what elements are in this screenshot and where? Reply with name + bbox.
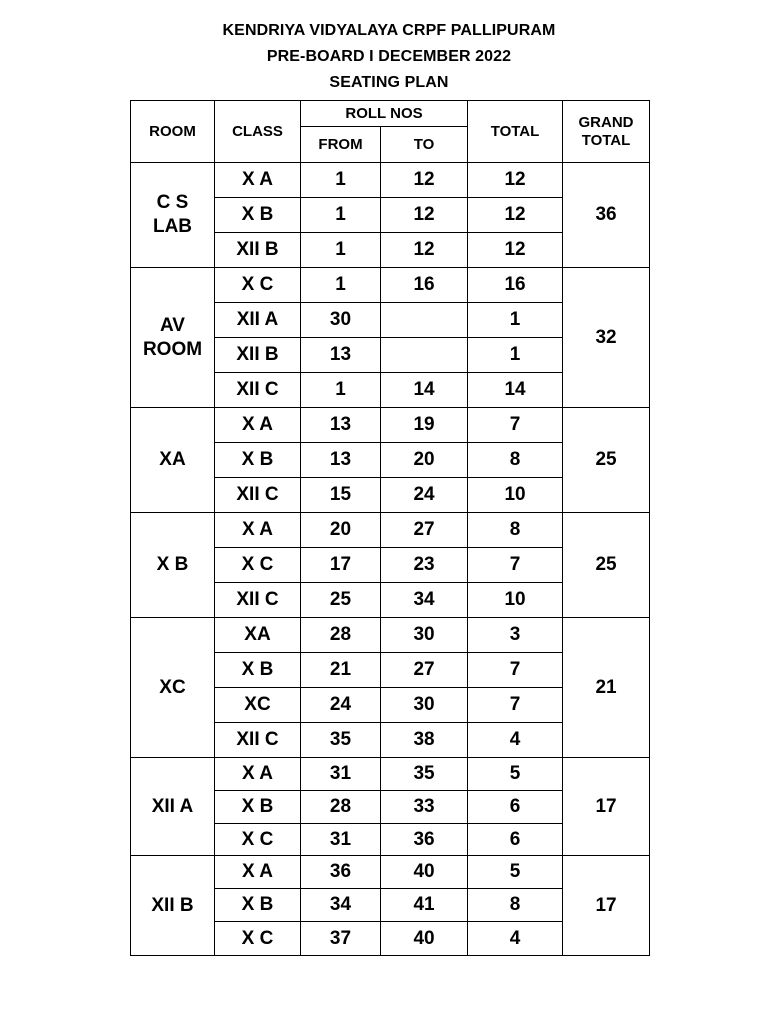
from-cell: 28 — [301, 791, 381, 824]
total-cell: 10 — [468, 583, 563, 618]
total-cell: 7 — [468, 548, 563, 583]
table-body — [131, 163, 650, 956]
to-cell: 35 — [381, 758, 468, 791]
from-cell: 13 — [301, 338, 381, 373]
grand-total-cell: 25 — [563, 513, 650, 618]
class-cell: XII C — [215, 478, 301, 513]
total-cell: 10 — [468, 478, 563, 513]
total-cell: 12 — [468, 233, 563, 268]
class-cell: X C — [215, 548, 301, 583]
class-cell: X A — [215, 856, 301, 889]
room-name-line: XII A — [151, 795, 194, 817]
grand-total-cell: 17 — [563, 758, 650, 856]
table-row — [131, 163, 650, 198]
room-cell — [131, 408, 215, 513]
from-cell: 35 — [301, 723, 381, 758]
total-cell: 6 — [468, 824, 563, 856]
total-cell: 5 — [468, 758, 563, 791]
from-cell: 13 — [301, 443, 381, 478]
total-cell: 12 — [468, 163, 563, 198]
col-header-grand-total — [563, 101, 650, 163]
class-cell: X C — [215, 922, 301, 956]
to-cell: 33 — [381, 791, 468, 824]
from-cell: 17 — [301, 548, 381, 583]
grand-total-cell: 21 — [563, 618, 650, 758]
class-cell: X A — [215, 163, 301, 198]
total-cell: 8 — [468, 513, 563, 548]
table-row — [131, 758, 650, 791]
from-cell: 37 — [301, 922, 381, 956]
col-header-roll-nos: ROLL NOS — [301, 101, 468, 127]
to-cell: 41 — [381, 889, 468, 922]
col-header-room: ROOM — [131, 101, 215, 163]
total-cell: 4 — [468, 922, 563, 956]
class-cell: XA — [215, 618, 301, 653]
class-cell: X B — [215, 791, 301, 824]
table-header — [131, 101, 650, 163]
table-row — [131, 856, 650, 889]
to-cell: 12 — [381, 233, 468, 268]
table-row — [131, 408, 650, 443]
class-cell: XII C — [215, 583, 301, 618]
total-cell: 1 — [468, 338, 563, 373]
total-cell: 7 — [468, 408, 563, 443]
to-cell: 24 — [381, 478, 468, 513]
to-cell: 36 — [381, 824, 468, 856]
room-name-line: AV — [160, 314, 185, 336]
from-cell: 25 — [301, 583, 381, 618]
to-cell — [381, 303, 468, 338]
total-cell: 8 — [468, 889, 563, 922]
from-cell: 15 — [301, 478, 381, 513]
total-cell: 7 — [468, 688, 563, 723]
total-cell: 12 — [468, 198, 563, 233]
room-cell — [131, 268, 215, 408]
class-cell: XII A — [215, 303, 301, 338]
grand-total-cell: 17 — [563, 856, 650, 956]
to-cell: 12 — [381, 163, 468, 198]
table-row — [131, 513, 650, 548]
class-cell: X C — [215, 824, 301, 856]
room-cell — [131, 758, 215, 856]
class-cell: X B — [215, 198, 301, 233]
to-cell — [381, 338, 468, 373]
class-cell: XII C — [215, 373, 301, 408]
from-cell: 30 — [301, 303, 381, 338]
grand-total-cell: 36 — [563, 163, 650, 268]
class-cell: XC — [215, 688, 301, 723]
room-name-line: X B — [156, 554, 189, 575]
total-cell: 5 — [468, 856, 563, 889]
from-cell: 13 — [301, 408, 381, 443]
room-cell — [131, 618, 215, 758]
to-cell: 19 — [381, 408, 468, 443]
to-cell: 27 — [381, 513, 468, 548]
from-cell: 1 — [301, 268, 381, 303]
to-cell: 38 — [381, 723, 468, 758]
total-cell: 6 — [468, 791, 563, 824]
to-cell: 30 — [381, 688, 468, 723]
class-cell: X B — [215, 653, 301, 688]
table-row — [131, 268, 650, 303]
exam-name: PRE-BOARD I DECEMBER 2022 — [266, 48, 512, 65]
room-name-line: C S — [156, 192, 189, 213]
to-cell: 14 — [381, 373, 468, 408]
class-cell: X B — [215, 889, 301, 922]
room-cell — [131, 163, 215, 268]
total-cell: 3 — [468, 618, 563, 653]
grand-total-cell: 32 — [563, 268, 650, 408]
total-cell: 8 — [468, 443, 563, 478]
total-cell: 16 — [468, 268, 563, 303]
seating-plan-table — [130, 100, 650, 956]
to-cell: 12 — [381, 198, 468, 233]
from-cell: 28 — [301, 618, 381, 653]
total-cell: 14 — [468, 373, 563, 408]
room-name-line: XII B — [151, 894, 194, 916]
col-header-from: FROM — [301, 127, 381, 163]
total-cell: 7 — [468, 653, 563, 688]
to-cell: 34 — [381, 583, 468, 618]
class-cell: X A — [215, 408, 301, 443]
document-title: SEATING PLAN — [329, 74, 449, 91]
class-cell: XII C — [215, 723, 301, 758]
table-row — [131, 618, 650, 653]
class-cell: X A — [215, 513, 301, 548]
to-cell: 20 — [381, 443, 468, 478]
from-cell: 1 — [301, 198, 381, 233]
from-cell: 20 — [301, 513, 381, 548]
room-name-line: ROOM — [142, 338, 203, 360]
document-header — [0, 18, 768, 96]
class-cell: X A — [215, 758, 301, 791]
total-cell: 4 — [468, 723, 563, 758]
from-cell: 31 — [301, 758, 381, 791]
from-cell: 1 — [301, 233, 381, 268]
to-cell: 16 — [381, 268, 468, 303]
to-cell: 30 — [381, 618, 468, 653]
total-cell: 1 — [468, 303, 563, 338]
from-cell: 34 — [301, 889, 381, 922]
col-header-class: CLASS — [215, 101, 301, 163]
class-cell: X B — [215, 443, 301, 478]
to-cell: 40 — [381, 922, 468, 956]
col-header-to: TO — [381, 127, 468, 163]
school-name: KENDRIYA VIDYALAYA CRPF PALLIPURAM — [222, 22, 556, 39]
room-name-line: XC — [159, 676, 186, 698]
from-cell: 36 — [301, 856, 381, 889]
room-name-line: XA — [159, 449, 186, 470]
class-cell: XII B — [215, 338, 301, 373]
to-cell: 23 — [381, 548, 468, 583]
to-cell: 27 — [381, 653, 468, 688]
room-cell — [131, 856, 215, 956]
from-cell: 1 — [301, 163, 381, 198]
from-cell: 24 — [301, 688, 381, 723]
from-cell: 1 — [301, 373, 381, 408]
class-cell: XII B — [215, 233, 301, 268]
from-cell: 31 — [301, 824, 381, 856]
to-cell: 40 — [381, 856, 468, 889]
room-cell — [131, 513, 215, 618]
grand-total-line-2: TOTAL — [581, 131, 631, 149]
grand-total-cell: 25 — [563, 408, 650, 513]
from-cell: 21 — [301, 653, 381, 688]
col-header-total: TOTAL — [468, 101, 563, 163]
grand-total-line-1: GRAND — [578, 113, 634, 131]
class-cell: X C — [215, 268, 301, 303]
room-name-line: LAB — [152, 216, 193, 237]
